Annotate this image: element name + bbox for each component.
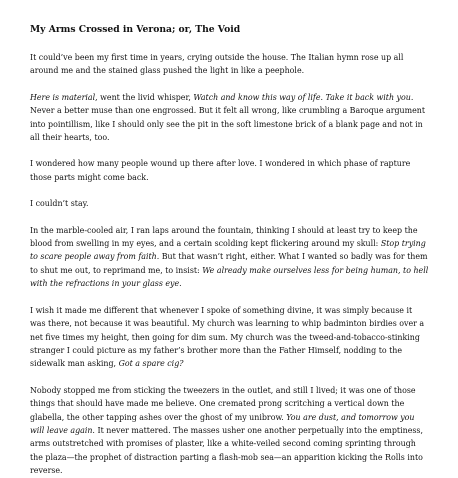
italic-text-run: Watch and know this way of life. Take it back with you.	[193, 92, 414, 102]
page-title: My Arms Crossed in Verona; or, The Void	[30, 24, 241, 35]
paragraph	[30, 197, 430, 210]
text-run: I couldn’t stay.	[30, 199, 89, 209]
paragraph	[30, 224, 430, 291]
italic-text-run: Stop trying to scare people away from faith.	[30, 239, 426, 262]
italic-text-run: You are dust, and tomorrow you will leave again.	[30, 412, 415, 435]
text-run: went the livid whisper,	[97, 92, 194, 102]
paragraph	[30, 51, 430, 78]
paragraph	[30, 304, 430, 371]
text-run: It could’ve been my first time in years, crying outside the house. The Italian hymn rose up all around me and the stained glass pushed the light in like a peephole.	[30, 53, 404, 76]
text-run: Nobody stopped me from sticking the tweezers in the outlet, and still I lived; it was one of those things that should have made me believe. One cremated prong scritching a vertical down the glabella, the other tapping ashes over the ghost of my unibrow.	[30, 385, 416, 422]
italic-text-run: We already make ourselves less for being human, to hell with the refractions in your glass eye.	[30, 265, 429, 289]
text-run: I wondered how many people wound up there after love. I wondered in which phase of rapture those parts might come back.	[30, 159, 411, 182]
text-run: Never a better muse than one engrossed. But it felt all wrong, like crumbling a Baroque argument into pointillism, like I should only see the pit in the soft limestone brick of a blank page and not in all their hearts, too.	[30, 106, 426, 143]
paragraph	[30, 91, 430, 145]
italic-text-run: Here is material,	[30, 92, 98, 102]
text-run: In the marble-cooled air, I ran laps around the fountain, thinking I should at least try to keep the blood from swelling in my eyes, and a certain scolding kept flickering around my skull:	[30, 225, 418, 249]
paragraph	[30, 384, 430, 478]
paragraph	[30, 157, 430, 184]
text-run: It never mattered. The masses usher one another perpetually into the emptiness, arms outstretched with promises of plaster, like a white-veiled second coming sprinting through the plaza—the prophet of distraction parting a flash-mob sea—an apparition kicking the Rolls into reverse.	[30, 425, 423, 476]
italic-text-run: Got a spare cig?	[118, 359, 184, 369]
text-run: I wish it made me different that whenever I spoke of something divine, it was simply because it was there, not because it was beautiful. My church was learning to whip badminton birdies over a net five times my height, then going for dim sum. My church was the tweed-and-tobacco-stinking stranger I could picture as my father’s brother more than the Father Himself, nodding to the sidewalk man asking,	[30, 305, 425, 369]
text-run: But that wasn’t right, either. What I wanted so badly was for them to shut me out, to reprimand me, to insist:	[30, 252, 428, 275]
